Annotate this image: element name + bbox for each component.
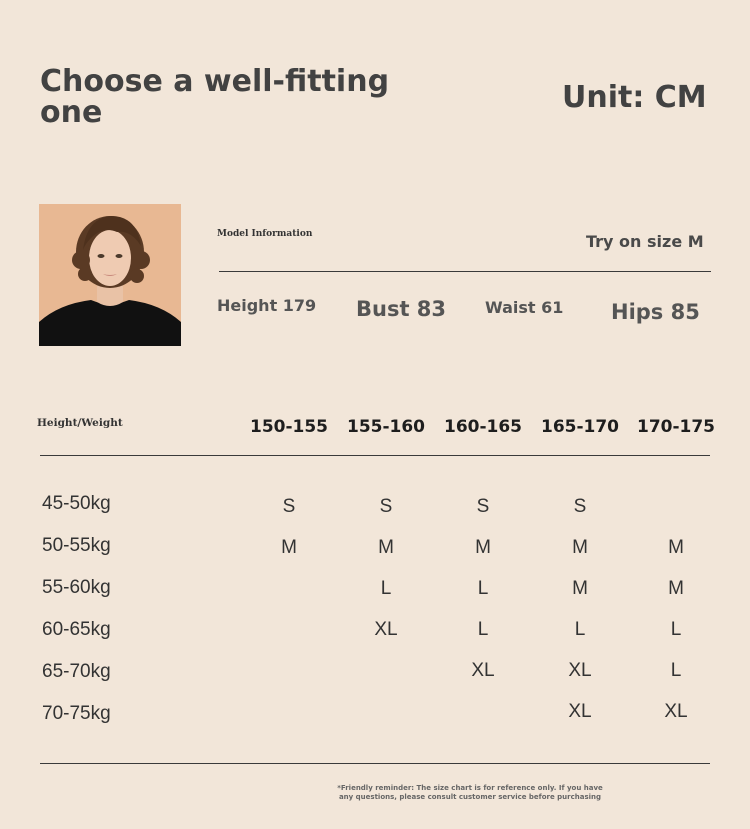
size-cell: M <box>378 537 394 558</box>
friendly-reminder <box>300 784 640 802</box>
row-label: 60-65kg <box>42 619 111 640</box>
size-cell: L <box>670 660 682 681</box>
column-header: 170-175 <box>636 417 716 437</box>
row-label: 50-55kg <box>42 535 111 556</box>
column-header: 150-155 <box>249 417 329 437</box>
model-portrait-image <box>39 204 181 346</box>
size-cell: M <box>572 537 588 558</box>
size-cell: XL <box>568 701 592 722</box>
size-cell: L <box>477 578 489 599</box>
table-header-divider <box>40 455 710 456</box>
size-cell: M <box>572 578 588 599</box>
column-header: 155-160 <box>346 417 426 437</box>
size-cell: M <box>281 537 297 558</box>
model-bust: Bust 83 <box>356 297 447 321</box>
row-label: 55-60kg <box>42 577 111 598</box>
model-hips: Hips 85 <box>611 300 700 324</box>
size-cell: XL <box>664 701 688 722</box>
model-photo <box>39 204 181 346</box>
size-cell: XL <box>374 619 398 640</box>
row-label: 65-70kg <box>42 661 111 682</box>
row-label: 70-75kg <box>42 703 111 724</box>
model-height: Height 179 <box>217 296 317 315</box>
model-info-divider <box>219 271 711 272</box>
size-cell: M <box>668 537 684 558</box>
size-cell: L <box>477 619 489 640</box>
size-cell: S <box>573 496 587 517</box>
size-cell: L <box>574 619 586 640</box>
size-cell: L <box>670 619 682 640</box>
table-footer-divider <box>40 763 710 764</box>
reminder-line: any questions, please consult customer service before purchasing <box>338 793 602 801</box>
size-cell: M <box>475 537 491 558</box>
row-label: 45-50kg <box>42 493 111 514</box>
try-on-size: Try on size M <box>586 232 704 251</box>
table-corner-label: Height/Weight <box>37 417 123 429</box>
size-cell: S <box>282 496 296 517</box>
size-cell: S <box>379 496 393 517</box>
size-cell: XL <box>568 660 592 681</box>
unit-label: Unit: CM <box>562 80 707 115</box>
reminder-line: *Friendly reminder: The size chart is for reference only. If you have <box>337 784 603 792</box>
size-cell: S <box>476 496 490 517</box>
size-cell: L <box>380 578 392 599</box>
size-cell: M <box>668 578 684 599</box>
size-cell: XL <box>471 660 495 681</box>
column-header: 160-165 <box>443 417 523 437</box>
model-waist: Waist 61 <box>485 298 564 317</box>
column-header: 165-170 <box>540 417 620 437</box>
page-title: Choose a well-fitting one <box>40 64 390 130</box>
model-information-label: Model Information <box>217 229 313 239</box>
